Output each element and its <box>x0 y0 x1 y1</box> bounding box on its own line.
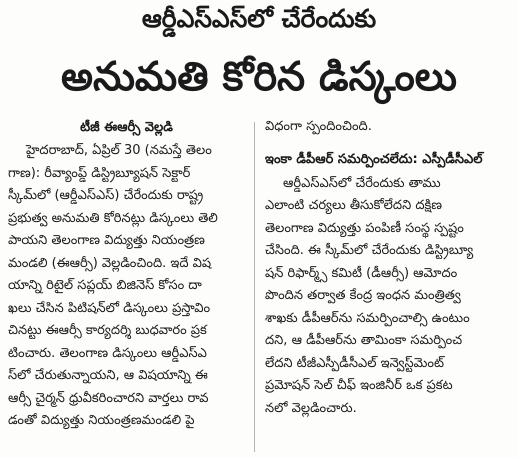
left-column <box>8 116 245 433</box>
article-kicker: ఆర్డీఎస్ఎస్‌లో చేరేందుకు <box>141 4 377 33</box>
body-line: విధంగా స్పందించింది. <box>265 119 372 134</box>
body-line: చేసింది. ఈ స్కీమ్‌లో చేరేందుకు డిస్ట్రిబ్యూ <box>265 243 474 258</box>
body-line: ఆర్సీ చైర్మన్ ధ్రువీకరించారని వార్తలు రావ <box>8 390 209 406</box>
body-line: మండలి (ఈఆర్సీ) వెల్లడించింది. ఇదే విష <box>8 255 212 271</box>
body-line: డంతో విద్యుత్తు నియంత్రణమండలి పై <box>8 413 195 428</box>
body-line: స్‌లో చేరుతున్నాయని, ఆ విషయాన్ని ఈ <box>8 368 208 383</box>
body-line: పొందిన తర్వాత కేంద్ర ఇంధన మంత్రిత్వ <box>265 288 461 303</box>
body-line: గాణ): రీవ్యాంప్డ్ డిస్ట్రిబ్యూషన్ సెక్టార్ <box>8 165 191 181</box>
body-line: పాయని తెలంగాణ విద్యుత్తు నియంత్రణ <box>8 233 205 248</box>
body-line: దని, ఆ డీపీఆర్‌ను తామింకా సమర్పించ <box>265 333 463 348</box>
body-line: లేదని టీజీఎస్పీడీసీఎల్ ఇన్వెస్ట్‌మెంట్ <box>265 355 445 371</box>
body-line: యాన్ని రిటైల్ సప్లయ్ బిజినెస్ కోసం దా <box>8 278 202 293</box>
body-line: ప్రభుత్వ అనుమతి కోరినట్లు డిస్కంలు తెలి <box>8 210 218 226</box>
body-line: ప్రమోషన్ సెల్ చీఫ్ ఇంజినీర్ ఒక ప్రకట <box>265 378 453 393</box>
body-line: శాఖకు డీపీఆర్‌ను సమర్పించాల్సి ఉంటుం <box>265 310 470 326</box>
subheading: ఇంకా డీపీఆర్ సమర్పించలేదు: ఎస్పీడీసీఎల్ <box>265 151 483 167</box>
body-line: షన్ రిఫార్మ్స్ కమిటీ (డీఆర్సీ) ఆమోదం <box>265 265 458 281</box>
body-line: నలో వెల్లడించారు. <box>265 400 357 416</box>
body-line: ఖలు చేసిన పిటిషన్‌లో డిస్కంలు ప్రస్తావిం <box>8 300 211 316</box>
right-column <box>265 116 512 420</box>
byline: టీజీ ఈఆర్సీ వెల్లడి <box>80 120 173 135</box>
body-line: టించారు. తెలంగాణ డిస్కంలు ఆర్డీఎస్ఎ <box>8 345 207 361</box>
body-line: చినట్టు ఈఆర్సీ కార్యదర్శి బుధవారం ప్రక <box>8 323 207 338</box>
body-line: హైదరాబాద్, ఏప్రిల్ 30 (నమస్తే తెలం <box>26 143 212 158</box>
article-headline: అనుమతి కోరిన డిస్కంలు <box>61 54 457 100</box>
body-line: స్కీమ్‌లో (ఆర్డీఎస్ఎస్) చేరేందుకు రాష్ట్ర <box>8 188 204 203</box>
body-line: ఎలాంటి చర్యలు తీసుకోలేదని దక్షిణ <box>265 198 443 213</box>
column-divider <box>254 122 255 452</box>
body-line: ఆర్డీఎస్ఎస్‌లో చేరేందుకు తాము <box>283 175 441 191</box>
body-line: తెలంగాణ విద్యుత్తు పంపిణీ సంస్థ స్పష్టం <box>265 220 464 236</box>
